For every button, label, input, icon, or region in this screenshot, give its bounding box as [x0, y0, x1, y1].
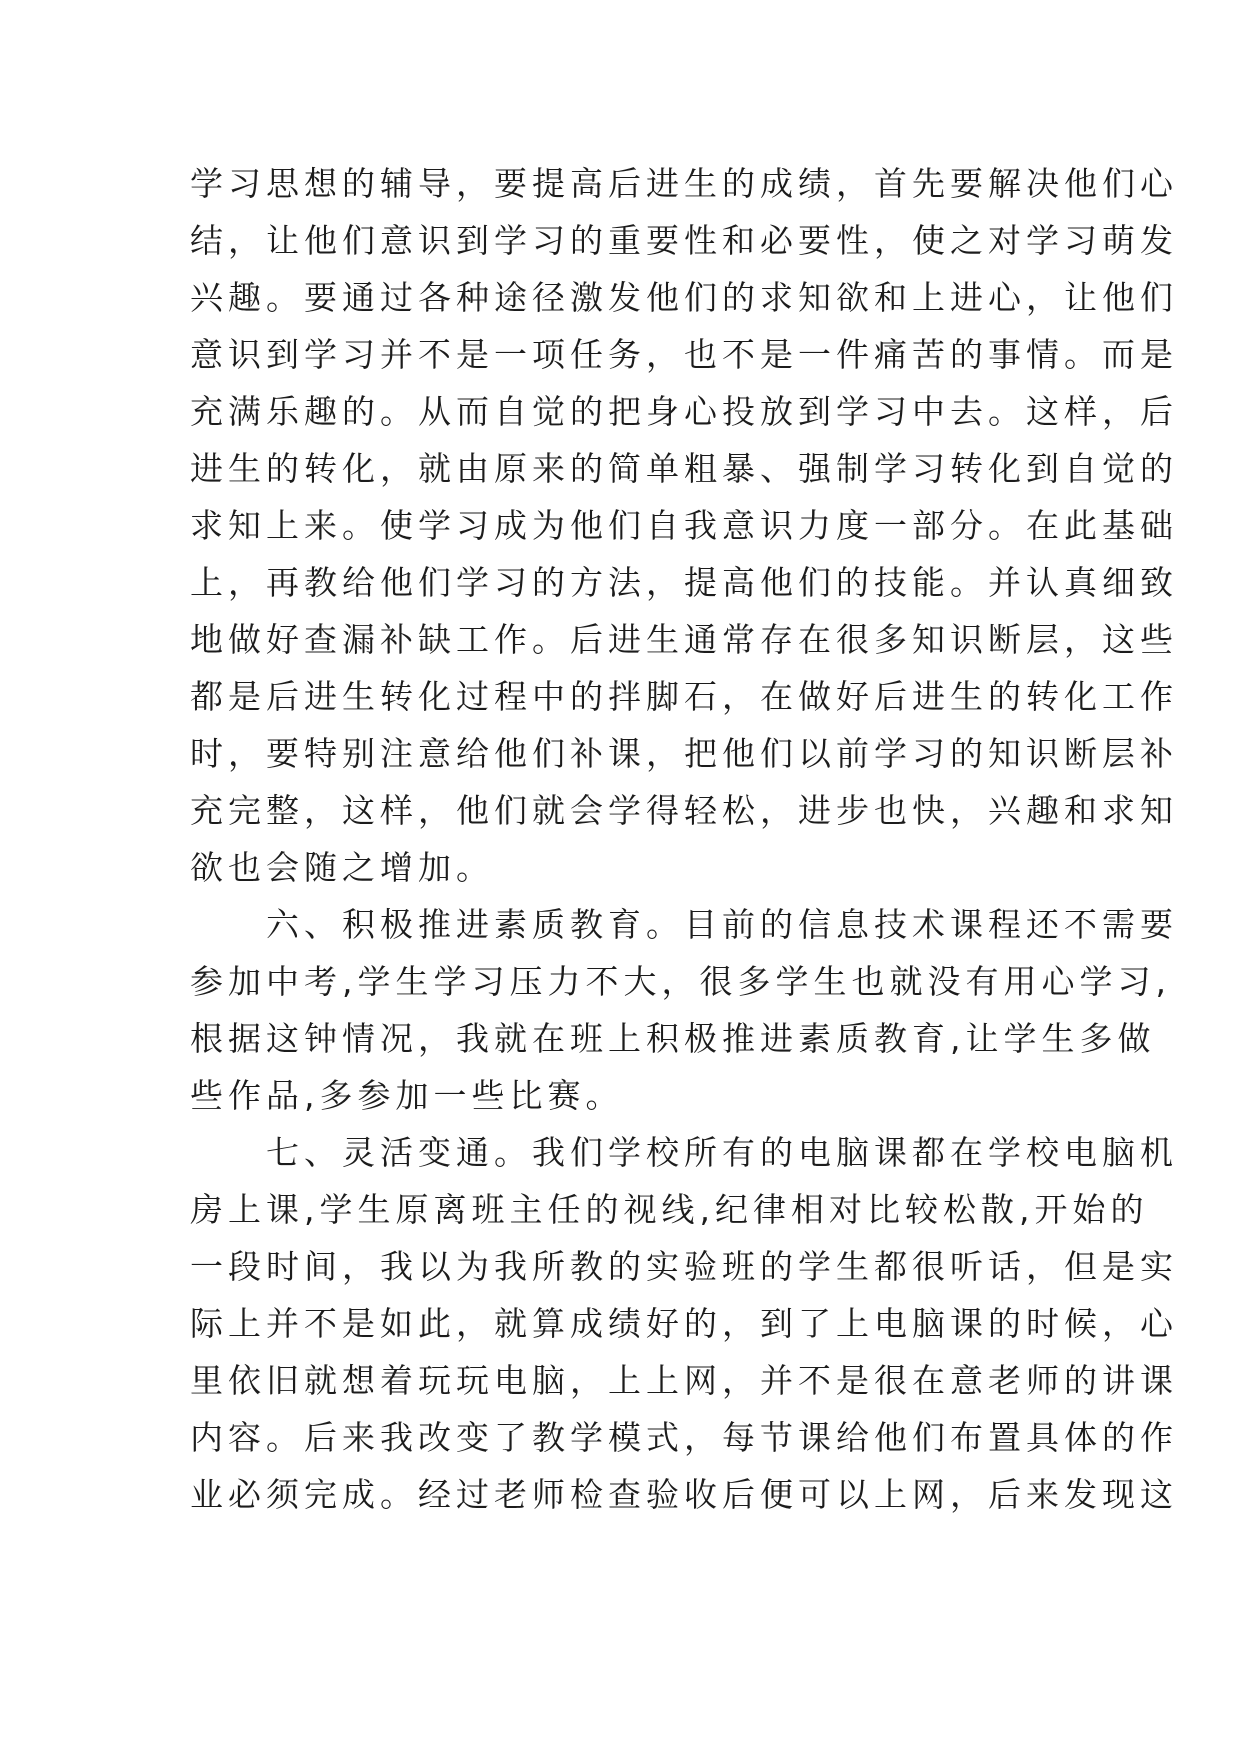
- text-line: 学习思想的辅导，要提高后进生的成绩，首先要解决他们心: [190, 164, 1178, 203]
- text-line: 参加中考,学生学习压力不大，很多学生也就没有用心学习,: [190, 962, 1171, 1001]
- text-line: 结，让他们意识到学习的重要性和必要性，使之对学习萌发: [190, 221, 1178, 260]
- text-line: 充满乐趣的。从而自觉的把身心投放到学习中去。这样，后: [190, 392, 1178, 431]
- text-line: 内容。后来我改变了教学模式，每节课给他们布置具体的作: [190, 1418, 1178, 1457]
- text-line: 上，再教给他们学习的方法，提高他们的技能。并认真细致: [190, 563, 1178, 602]
- text-line: 些作品,多参加一些比赛。: [190, 1076, 624, 1115]
- text-line: 兴趣。要通过各种途径激发他们的求知欲和上进心，让他们: [190, 278, 1178, 317]
- text-line: 充完整，这样，他们就会学得轻松，进步也快，兴趣和求知: [190, 791, 1178, 830]
- text-line: 意识到学习并不是一项任务，也不是一件痛苦的事情。而是: [190, 335, 1178, 374]
- text-line: 际上并不是如此，就算成绩好的，到了上电脑课的时候，心: [190, 1304, 1178, 1343]
- text-line: 都是后进生转化过程中的拌脚石，在做好后进生的转化工作: [190, 677, 1178, 716]
- document-body: [190, 155, 1178, 1523]
- text-line: 时，要特别注意给他们补课，把他们以前学习的知识断层补: [190, 734, 1178, 773]
- text-line: 地做好查漏补缺工作。后进生通常存在很多知识断层，这些: [190, 620, 1178, 659]
- text-line: 里依旧就想着玩玩电脑，上上网，并不是很在意老师的讲课: [190, 1361, 1178, 1400]
- paragraph-6-heading-line: 六、积极推进素质教育。目前的信息技术课程还不需要: [266, 905, 1178, 944]
- paragraph-7-heading-line: 七、灵活变通。我们学校所有的电脑课都在学校电脑机: [266, 1133, 1178, 1172]
- text-line: 求知上来。使学习成为他们自我意识力度一部分。在此基础: [190, 506, 1178, 545]
- text-line: 一段时间，我以为我所教的实验班的学生都很听话，但是实: [190, 1247, 1178, 1286]
- text-line: 欲也会随之增加。: [190, 848, 494, 887]
- text-line: 房上课,学生原离班主任的视线,纪律相对比较松散,开始的: [190, 1190, 1149, 1229]
- text-line: 进生的转化，就由原来的简单粗暴、强制学习转化到自觉的: [190, 449, 1178, 488]
- text-line: 业必须完成。经过老师检查验收后便可以上网，后来发现这: [190, 1475, 1178, 1514]
- text-line: 根据这钟情况，我就在班上积极推进素质教育,让学生多做: [190, 1019, 1156, 1058]
